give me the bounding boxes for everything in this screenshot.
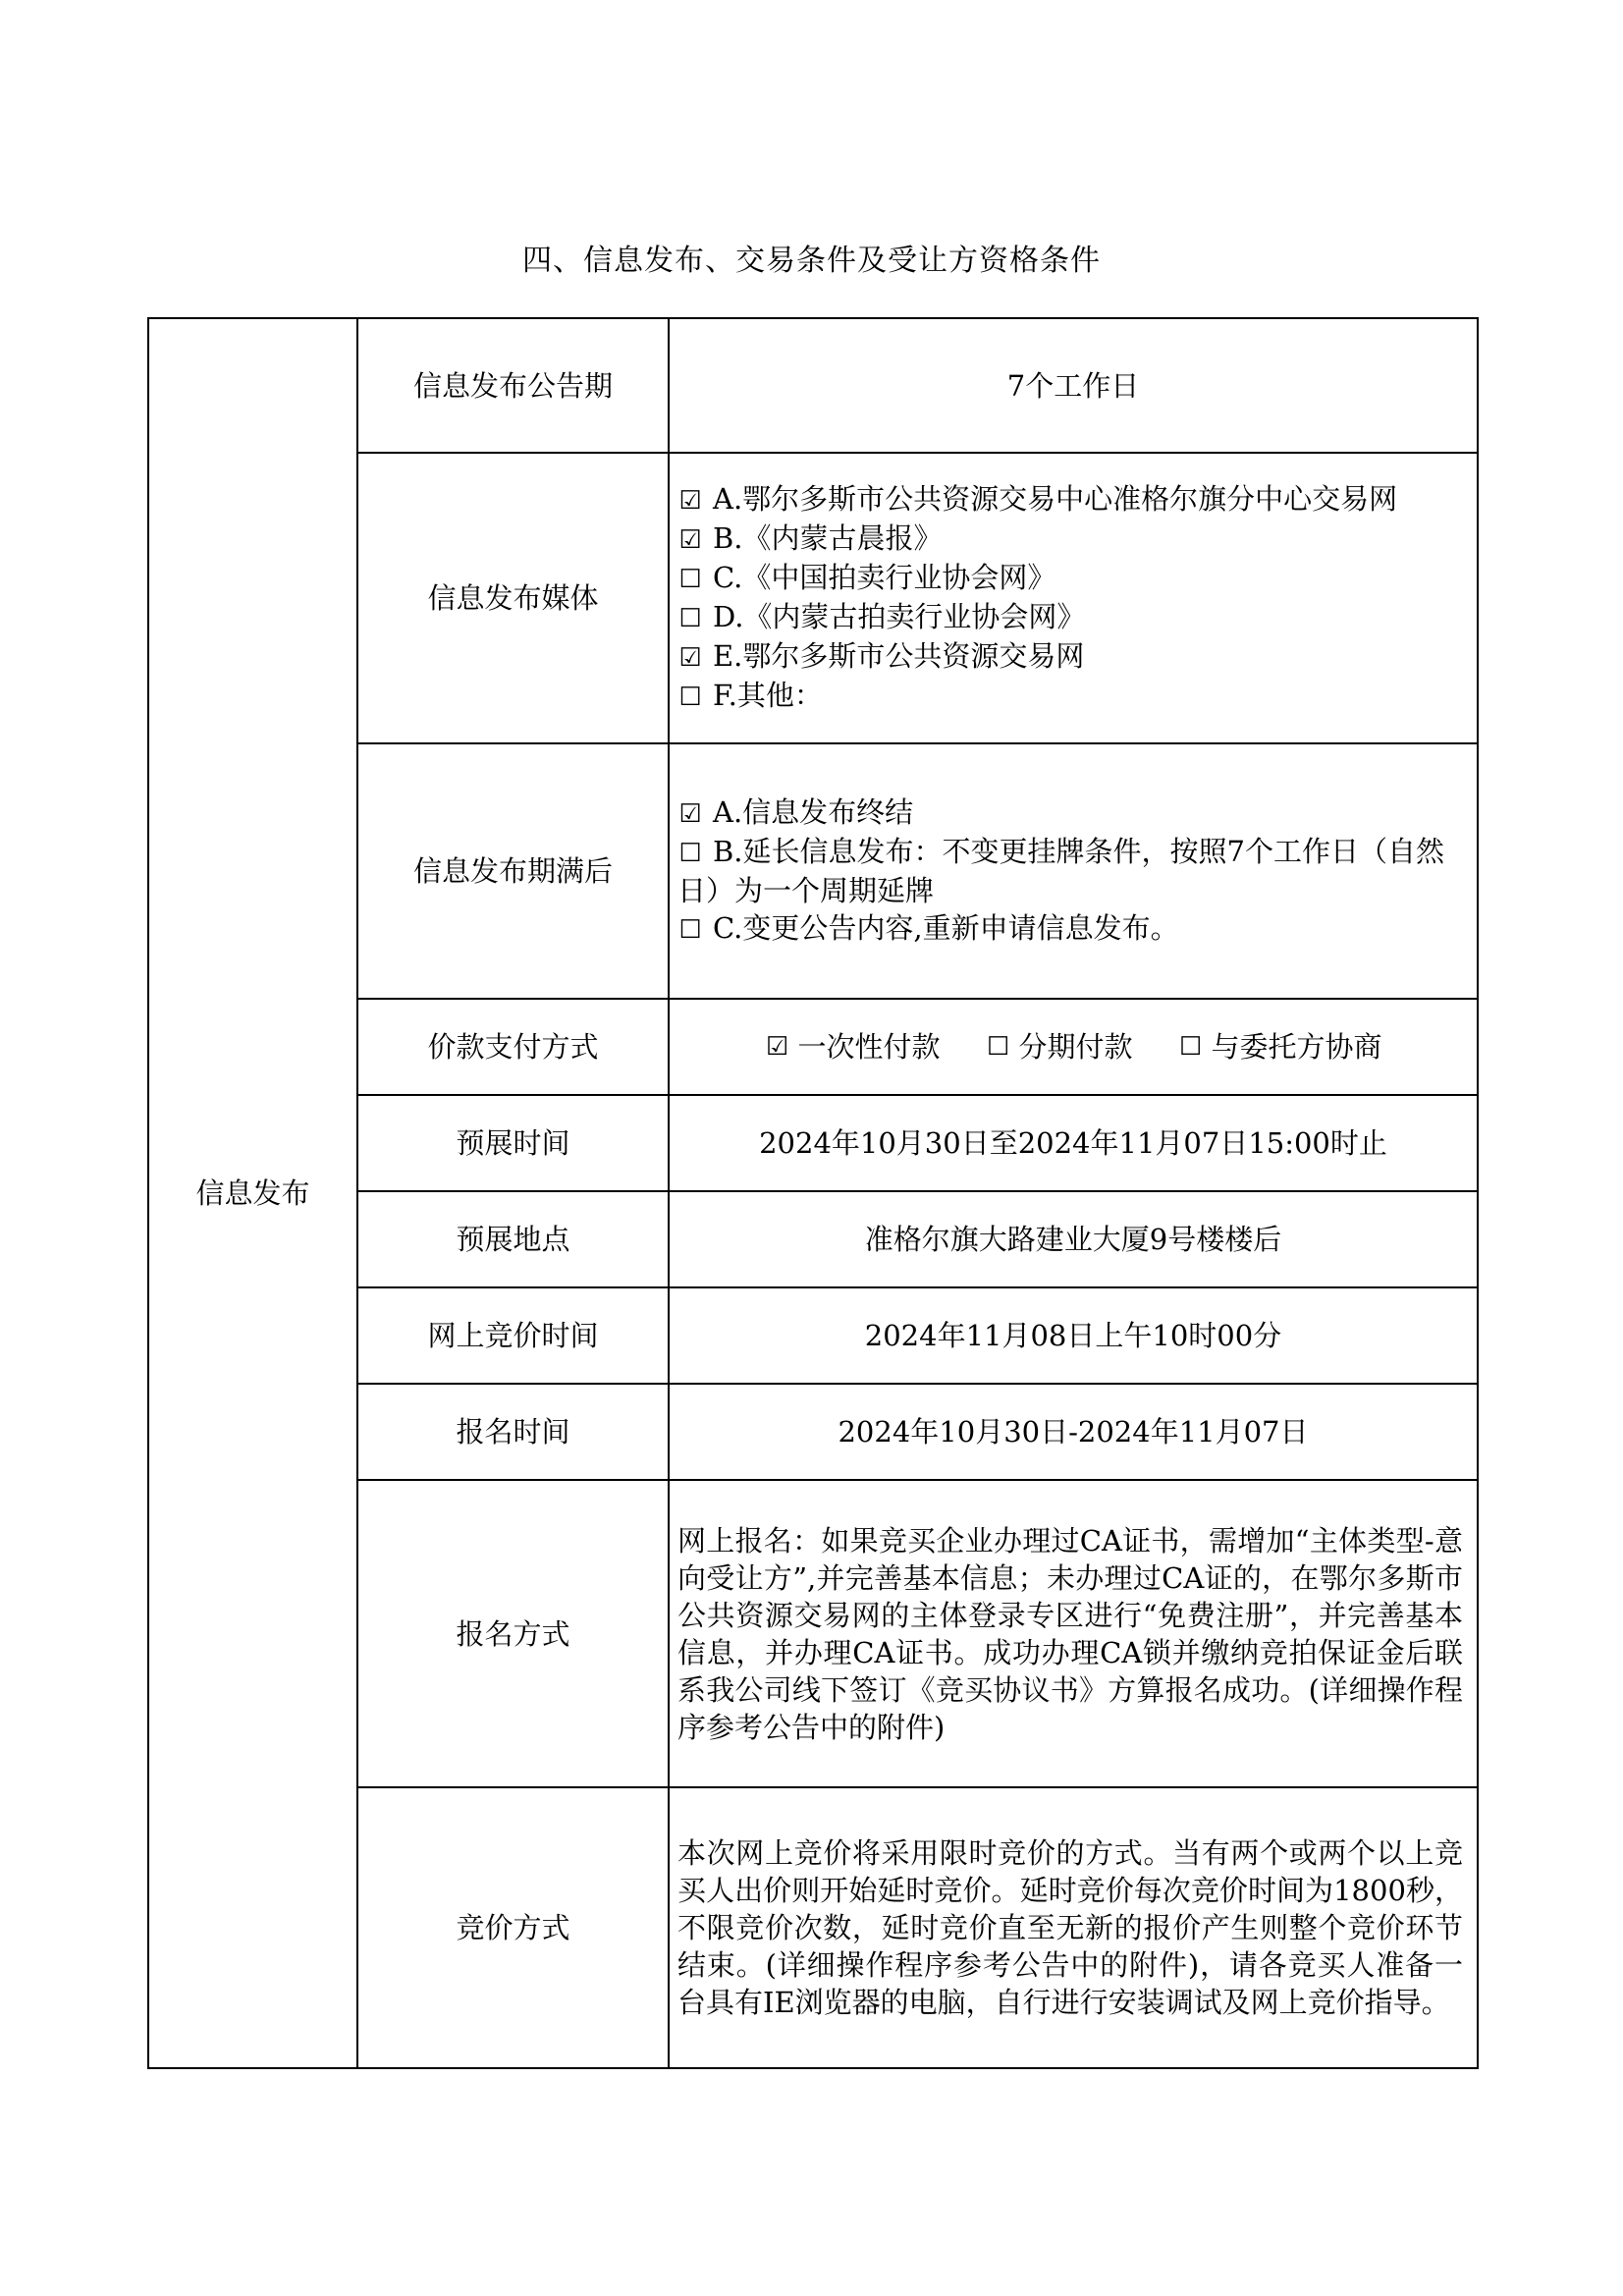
label-bid-time: 网上竞价时间 [357,1287,669,1384]
info-table [147,317,1479,2069]
checkbox-checked-icon[interactable]: ☑ [678,799,702,829]
group-label: 信息发布 [148,318,357,2068]
after-expiry-option-a[interactable] [677,793,1463,833]
signup-method-text: 网上报名：如果竞买企业办理过CA证书，需增加“主体类型-意向受让方”,并完善基本信息；未办理过CA证的，在鄂尔多斯市公共资源交易网的主体登录专区进行“免费注册”，并完善基本信息，并办理CA证书。成功办理CA锁并缴纳竞拍保证金后联系我公司线下签订《竞买协议书》方算报名成功。(详细操作程序参考公告中的附件) [677,1523,1463,1744]
label-after-expiry: 信息发布期满后 [357,743,669,999]
label-media: 信息发布媒体 [357,453,669,743]
label-exhibit-time: 预展时间 [357,1095,669,1191]
checkbox-empty-icon[interactable]: ☐ [1178,1032,1203,1062]
checkbox-empty-icon[interactable]: ☐ [678,839,702,868]
checkbox-checked-icon[interactable]: ☑ [678,486,702,516]
media-option-label: E.鄂尔多斯市公共资源交易网 [713,639,1085,673]
media-option-label: F.其他： [713,679,823,712]
value-signup-method [669,1480,1478,1787]
row-notice-period [148,318,1478,453]
media-option-label: B.《内蒙古晨报》 [713,521,943,555]
checkbox-empty-icon[interactable]: ☐ [678,565,702,594]
payment-option-label: 一次性付款 [797,1030,941,1064]
after-expiry-option-b[interactable] [677,833,1463,909]
media-option-label: C.《中国拍卖行业协会网》 [713,561,1056,594]
label-bid-method: 竞价方式 [357,1787,669,2068]
label-notice-period: 信息发布公告期 [357,318,669,453]
value-signup-time: 2024年10月30日-2024年11月07日 [669,1384,1478,1480]
media-option-d[interactable] [677,598,1463,637]
media-option-e[interactable] [677,637,1463,677]
payment-option-label: 分期付款 [1018,1030,1133,1064]
bid-method-text: 本次网上竞价将采用限时竞价的方式。当有两个或两个以上竞买人出价则开始延时竞价。延时竞价每次竞价时间为1800秒，不限竞价次数，延时竞价直至无新的报价产生则整个竞价环节结束。(详细操作程序参考公告中的附件)，请各竞买人准备一台具有IE浏览器的电脑，自行进行安装调试及网上竞价指导。 [677,1836,1463,2019]
after-expiry-option-c[interactable] [677,909,1463,949]
checkbox-checked-icon[interactable]: ☑ [678,525,702,555]
value-bid-method [669,1787,1478,2068]
value-exhibit-place: 准格尔旗大路建业大厦9号楼楼后 [669,1191,1478,1287]
media-option-a[interactable] [677,480,1463,519]
media-option-b[interactable] [677,519,1463,559]
checkbox-checked-icon[interactable]: ☑ [765,1032,789,1062]
payment-option-negotiate[interactable] [1178,1028,1382,1066]
media-options [669,453,1478,743]
media-option-f[interactable] [677,677,1463,716]
label-payment: 价款支付方式 [357,999,669,1095]
value-notice-period: 7个工作日 [669,318,1478,453]
after-expiry-option-label: B.延长信息发布：不变更挂牌条件，按照7个工作日（自然日）为一个周期延牌 [677,835,1444,907]
after-expiry-option-label: A.信息发布终结 [713,795,914,829]
value-bid-time: 2024年11月08日上午10时00分 [669,1287,1478,1384]
payment-options [669,999,1478,1095]
checkbox-checked-icon[interactable]: ☑ [678,643,702,673]
after-expiry-option-label: C.变更公告内容,重新申请信息发布。 [713,911,1179,945]
checkbox-empty-icon[interactable]: ☐ [986,1032,1010,1062]
media-option-c[interactable] [677,559,1463,598]
after-expiry-options [669,743,1478,999]
payment-option-installment[interactable] [985,1028,1132,1066]
payment-option-label: 与委托方协商 [1211,1030,1382,1064]
label-signup-time: 报名时间 [357,1384,669,1480]
payment-option-lump-sum[interactable] [764,1028,940,1066]
label-signup-method: 报名方式 [357,1480,669,1787]
media-option-label: D.《内蒙古拍卖行业协会网》 [713,600,1086,633]
checkbox-empty-icon[interactable]: ☐ [678,915,702,945]
section-heading: 四、信息发布、交易条件及受让方资格条件 [522,244,1101,278]
value-exhibit-time: 2024年10月30日至2024年11月07日15:00时止 [669,1095,1478,1191]
media-option-label: A.鄂尔多斯市公共资源交易中心准格尔旗分中心交易网 [713,482,1398,516]
checkbox-empty-icon[interactable]: ☐ [678,604,702,633]
checkbox-empty-icon[interactable]: ☐ [678,683,702,712]
label-exhibit-place: 预展地点 [357,1191,669,1287]
